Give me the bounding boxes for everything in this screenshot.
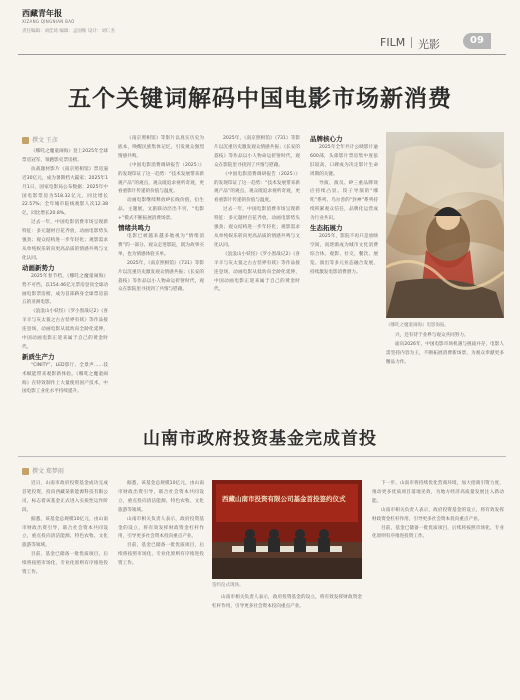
paragraph: 2025年，《南京照相馆》《731》等影片以沉重历史激发观众情感共振；《长安的荔枝》等作品以小人物命运折射时代，观众在影院里寻找到了共情与慰藉。: [118, 260, 204, 293]
masthead-subtitle: XIZANG QINGNIAN BAO: [22, 19, 75, 24]
issue-info: 责任编辑：刘佳琦 编辑：孟国维 设计：刘仁杰: [22, 29, 115, 34]
paragraph: 目前，基金已储备一批优质项目，后续将按照市场化、专业化原则有序推进投资工作。: [118, 543, 204, 567]
paragraph: 下一步，山南市将持续优化营商环境，加大招商引资力度，推动更多优质项目落地见效，为地方经济高质量发展注入新动能。: [372, 481, 504, 504]
section-label-en: FILM: [380, 36, 406, 49]
signing-ceremony-photo: [212, 480, 362, 579]
article2-column-1: [22, 480, 108, 690]
pen-icon: [22, 137, 29, 144]
section-subhead: 新质生产力: [22, 352, 55, 361]
paragraph: 据悉，该基金总规模10亿元，由山南市财政出资引导，联合社会资本共同设立，重点投向清洁能源、特色农牧、文化旅游等领域。: [22, 516, 108, 549]
paragraph: 目前，基金已储备一批优质项目，后续将按照市场化、专业化原则有序推进投资工作。: [372, 525, 504, 540]
paragraph: 电影已被越来越多地视为“情绪消费”的一部分。观众走进影院，既为故事买单，也为情感体验买单。: [118, 233, 204, 257]
article-column-1: [22, 148, 108, 418]
photo-banner-text: 西藏山南市投资有限公司基金首投签约仪式: [222, 495, 346, 503]
section-divider: [411, 37, 412, 48]
pen-icon: [22, 468, 29, 475]
photo-caption: 签约仪式现场。: [212, 583, 244, 588]
section-subhead: 情绪共鸣力: [118, 224, 151, 233]
paragraph: 《浪浪山小妖怪》《罗小黑战记2》《喜羊羊与灰太狼之古古怪界有妖》等作品接连登场，动画电影从低幼向全龄化延伸，中国动画电影正迎来属于自己的黄金时代。: [22, 309, 108, 350]
paragraph: 目前，基金已储备一批优质项目，后续将按照市场化、专业化原则有序推进投资工作。: [22, 552, 108, 576]
article-column-3: [214, 135, 300, 418]
film-poster-image: [386, 132, 504, 318]
paragraph: 2025年，影院不再只是放映空间，而逐渐成为城市文化消费综合体。观影、社交、餐饮、展览、演出等多元业态融合发展，持续激发电影消费潜力。: [310, 233, 378, 275]
byline-text: 撰文 郑梦雨: [32, 468, 64, 475]
section-subhead: 生态拓展力: [310, 224, 343, 233]
paragraph: 据悉，该基金总规模10亿元，由山南市财政出资引导，联合社会资本共同设立，重点投向清洁能源、特色农牧、文化旅游等领域。: [118, 481, 204, 513]
section-subhead: 动画新势力: [22, 263, 55, 272]
paragraph: 兴，还有待于业界与观众共同努力。: [395, 333, 469, 338]
article-column-5: [386, 332, 504, 418]
article2-column-3: [212, 594, 362, 690]
section-rule: [18, 456, 506, 457]
paragraph: 抗战题材影片《南京照相馆》票房逼近30亿元，成为暑期档大赢家；2025年1月1日，国家电影局公布数据：2025年中国电影票房为518.32亿元，同比增长22.57%；全年城市院线观影人次12.38亿，同比增长20.8%。: [22, 166, 108, 217]
paragraph: 近日，山南市政府投资基金成功完成首笔投资，投向西藏某新能源科技有限公司，标志着该基金正式进入实质性运作阶段。: [22, 481, 108, 513]
paragraph: 导演、演员、IP三重品牌效应持续凸显。饺子导演的“哪吒”系列、乌尔善的“封神”系列持续积累观众信任，品牌化运营成为行业共识。: [310, 180, 378, 222]
article2-column-4: [372, 480, 504, 690]
article-column-4: [310, 135, 378, 418]
secondary-headline: 山南市政府投资基金完成首投: [143, 429, 377, 449]
paragraph: 2025年全年共计公映影片逾600部，头部影片票房集中度依旧较高，口碑成为决定影片生命周期的关键。: [310, 144, 378, 177]
section-subhead: 品牌核心力: [310, 135, 343, 143]
paragraph: 山南市相关负责人表示，政府投资基金的设立，将有效发挥财政资金杠杆作用，引导更多社会资本投向重点产业。: [212, 595, 362, 609]
paragraph: “CINITY”、LED影厅、全景声……技术赋能带来观影新体验。《哪吒之魔童闹海》在特效制作上大量使用国产技术，中国电影工业化水平持续提升。: [22, 362, 108, 395]
masthead: 西藏青年报: [22, 8, 62, 18]
paragraph: 山南市相关负责人表示，政府投资基金的设立，将有效发挥财政资金杠杆作用，引导更多社会资本投向重点产业。: [118, 516, 204, 540]
byline-text: 撰文 王彦: [32, 137, 58, 144]
poster-caption: 《哪吒之魔童闹海》电影海报。: [386, 323, 449, 328]
article-column-2: [118, 135, 204, 418]
paragraph: 山南市相关负责人表示，政府投资基金的设立，将有效发挥财政资金杠杆作用，引导更多社会资本投向重点产业。: [372, 507, 504, 522]
paragraph: 《浪浪山小妖怪》《罗小黑战记2》《喜羊羊与灰太狼之古古怪界有妖》等作品接连登场，动画电影从低幼向全龄化延伸，中国动画电影正迎来属于自己的黄金时代。: [214, 251, 300, 293]
main-headline: 五个关键词解码中国电影市场新消费: [68, 86, 452, 112]
paragraph: 2025年，《南京照相馆》《731》等影片以沉重历史激发观众情感共振；《长安的荔枝》等作品以小人物命运折射时代，观众在影院里寻找到了共情与慰藉。: [214, 136, 300, 168]
paragraph: 2025年春节档，《哪吒之魔童闹海》势不可挡，以154.46亿元票房登顶全球动画电影票房榜，成为首部跻身全球票房前五的亚洲电影。: [22, 273, 108, 306]
header-rule: [18, 54, 506, 55]
paragraph: 面向2026年，中国电影市场机遇与挑战并存，电影人需坚持内容为王，不断拓展消费新场景，为观众奉献更多精品力作。: [386, 341, 504, 365]
page-header: [0, 0, 520, 52]
section-label-cn: 光影: [418, 38, 440, 51]
paragraph: 动画电影继续释放IP长线价值，衍生品、主题展、文旅联动层出不穷，“电影+”模式不断拓展消费场景。: [118, 198, 204, 222]
paragraph: 《中国电影消费调研报告（2025）》的发现印证了这一趋势：“技术发展带来新观产品”的观点，观众既追求视听奇观，更看重影片传递的价值与温度。: [118, 162, 204, 195]
page-number-badge: 09: [463, 33, 491, 49]
article2-column-2: [118, 480, 204, 690]
poster-illustration: [386, 132, 504, 318]
paragraph: 过去一年，中国电影消费市场呈现新特征：多元题材百花齐放，动画电影势头强劲；观众结构进一步年轻化；观影需求从单纯娱乐转向更高品质的情感共鸣与文化认同。: [214, 207, 300, 248]
article-byline: [22, 135, 58, 144]
paragraph: 《哪吒之魔童闹海》登上2025年全球票房冠军，领跑影史票房榜。: [22, 149, 108, 163]
paragraph: 《南京照相馆》等影片以真实历史为底本，唤醒民族集体记忆，引发观众强烈情感共鸣。: [118, 136, 204, 159]
article-byline: [22, 466, 64, 475]
paragraph: 过去一年，中国电影消费市场呈现新特征：多元题材百花齐放，动画电影势头强劲；观众结构进一步年轻化；观影需求从单纯娱乐转向更高品质的情感共鸣与文化认同。: [22, 220, 108, 261]
paragraph: 《中国电影消费调研报告（2025）》的发现印证了这一趋势：“技术发展带来新观产品”的观点，观众既追求视听奇观，更看重影片传递的价值与温度。: [214, 171, 300, 204]
